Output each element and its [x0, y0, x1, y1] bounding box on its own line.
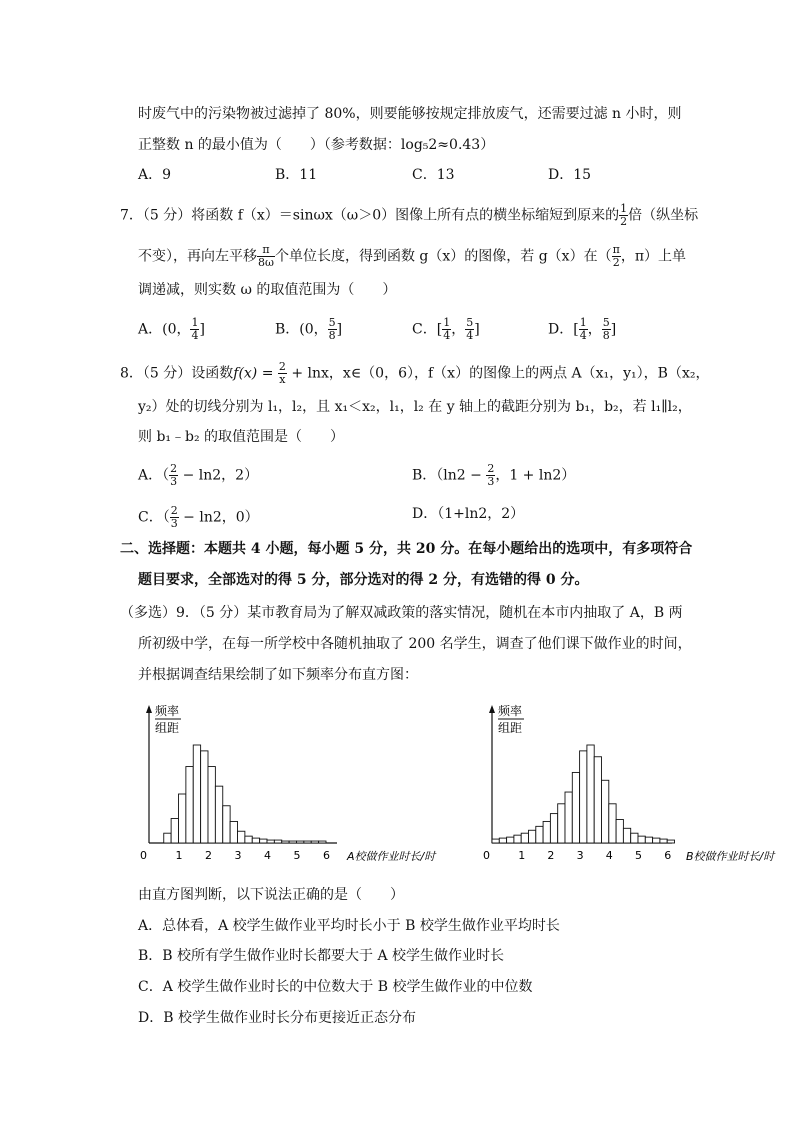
histogram-bar [492, 839, 499, 843]
q9-prompt: 由直方图判断，以下说法正确的是（ ） [138, 887, 404, 903]
q6-option-a[interactable]: A．9 [138, 167, 172, 183]
x-tick-label: 6 [323, 849, 330, 862]
histogram-bar [164, 833, 171, 843]
histogram-bar [594, 757, 601, 843]
histogram-bar [638, 836, 645, 843]
q8-option-c[interactable]: C．（ $\frac{2}{3}$ − ln2，0） [138, 504, 259, 530]
histogram-bar [274, 840, 281, 843]
q8-line1: 8．（5 分）设函数f(x) = $\frac{2}{x}$ + lnx，x∈（0，6），f（x）的图像上的两点 A（x₁，y₁），B（x₂， [120, 360, 710, 386]
histogram-bar [304, 841, 311, 843]
histogram-bar [543, 821, 550, 843]
histogram-bar [193, 745, 200, 843]
histogram-bar [587, 745, 594, 843]
q7-option-d[interactable]: D．[ $\frac{1}{4}$ ， $\frac{5}{8}$ ] [548, 316, 617, 342]
q8-option-d[interactable]: D．（1+ln2，2） [412, 506, 525, 522]
x-tick-label: 5 [635, 849, 642, 862]
q6-option-b[interactable]: B．11 [275, 167, 318, 183]
q6-line1: 时废气中的污染物被过滤掉了 80%，则要能够按规定排放废气，还需要过滤 n 小时，则 [138, 106, 682, 122]
x-tick-label: 1 [518, 849, 526, 862]
q9-line2: 所初级中学，在每一所学校中各随机抽取了 200 名学生，调查了他们课下做作业的时间， [138, 636, 692, 652]
q7-line3: 调递减，则实数 ω 的取值范围为（ ） [138, 282, 397, 298]
histogram-bar [514, 835, 521, 843]
q9-line3: 并根据调查结果绘制了如下频率分布直方图： [138, 667, 418, 683]
histogram-bar [171, 819, 178, 844]
y-label-bottom: 组距 [155, 721, 180, 735]
section2-line1: 二、选择题：本题共 4 小题，每小题 5 分，共 20 分。在每小题给出的选项中，有多项符合 [120, 541, 693, 557]
q6-option-d[interactable]: D．15 [548, 167, 592, 183]
q9-option-b[interactable]: B．B 校所有学生做作业时长都要大于 A 校学生做作业时长 [138, 948, 505, 964]
histogram-bar [623, 828, 630, 843]
x-tick-label: 4 [264, 849, 271, 862]
x-axis-label: A校做作业时长/时 [347, 850, 436, 863]
histogram-bar [667, 840, 674, 843]
histogram-bar [230, 821, 237, 843]
x-axis-label: B校做作业时长/时 [686, 850, 775, 863]
histogram-bar [507, 837, 514, 843]
x-tick-label: 0 [140, 849, 147, 862]
q9-option-d[interactable]: D．B 校学生做作业时长分布更接近正态分布 [138, 1010, 416, 1026]
histogram-bar [186, 767, 193, 843]
fraction: $\frac{1}{2}$ [620, 202, 628, 228]
histogram-bar [631, 833, 638, 843]
histogram-bar [565, 792, 572, 843]
histogram-bar [297, 841, 304, 843]
histogram-bar [653, 838, 660, 843]
y-axis-arrow [146, 705, 152, 713]
histogram-bar [208, 767, 215, 843]
histogram-bar [645, 837, 652, 843]
histogram-bar [558, 804, 565, 843]
histogram-bar [311, 841, 318, 843]
histogram-bar [572, 772, 579, 843]
histogram-school-a [135, 695, 465, 875]
section2-line2: 题目要求，全部选对的得 5 分，部分选对的得 2 分，有选错的得 0 分。 [138, 572, 589, 588]
fraction: $\frac{\pi}{8\omega}$ [258, 243, 274, 269]
histogram-bar [319, 841, 326, 843]
histogram-bar [529, 830, 536, 843]
q8-line3: 则 b₁﹣b₂ 的取值范围是（ ） [138, 429, 345, 445]
histogram-bar [267, 840, 274, 843]
histogram-bar [238, 831, 245, 843]
q8-option-b[interactable]: B．（ln2 − $\frac{2}{3}$ ，1 + ln2） [412, 462, 576, 488]
q8-option-a[interactable]: A．（ $\frac{2}{3}$ − ln2，2） [138, 462, 259, 488]
x-tick-label: 3 [234, 849, 242, 862]
q9-option-c[interactable]: C．A 校学生做作业时长的中位数大于 B 校学生做作业的中位数 [138, 979, 533, 995]
histogram-bar [499, 838, 506, 843]
histogram-bar [282, 841, 289, 843]
histogram-bar [260, 839, 267, 843]
q8-line2: y₂）处的切线分别为 l₁，l₂，且 x₁＜x₂，l₁，l₂ 在 y 轴上的截距分别为 b₁，b₂，若 l₁∥l₂， [138, 399, 692, 415]
q9-line1: （多选）9．（5 分）某市教育局为了解双减政策的落实情况，随机在本市内抽取了 A，B 两 [120, 605, 683, 621]
y-label-bottom: 组距 [498, 721, 523, 735]
histogram-bar [521, 833, 528, 843]
y-label-top: 频率 [498, 704, 523, 718]
x-tick-label: 6 [664, 849, 672, 862]
y-axis-arrow [489, 705, 495, 713]
y-label-top: 频率 [155, 704, 180, 718]
histogram-bar [201, 751, 208, 843]
histogram-bar [609, 804, 616, 843]
histogram-bar [245, 836, 252, 843]
histogram-bar [660, 839, 667, 843]
histogram-bar [616, 819, 623, 843]
histogram-bar [536, 826, 543, 843]
q9-option-a[interactable]: A．总体看，A 校学生做作业平均时长小于 B 校学生做作业平均时长 [138, 918, 560, 934]
x-tick-label: 0 [483, 849, 490, 862]
histogram-school-b [480, 695, 794, 875]
histogram-bar [550, 814, 557, 843]
q7-option-a[interactable]: A．(0， $\frac{1}{4}$ ] [138, 316, 205, 342]
histogram-bar [289, 841, 296, 843]
histogram-bar [602, 780, 609, 843]
q7-line2: 不变），再向左平移 $\frac{\pi}{8\omega}$ 个单位长度，得到函数 g（x）的图像，若 g（x）在（ $\frac{\pi}{2}$ ，π）上单 [138, 243, 687, 269]
x-tick-label: 1 [175, 849, 183, 862]
q7-option-b[interactable]: B．(0， $\frac{5}{8}$ ] [275, 316, 343, 342]
q6-line2: 正整数 n 的最小值为（ ）（参考数据：log₅2≈0.43） [138, 137, 495, 153]
fraction: $\frac{\pi}{2}$ [612, 243, 620, 269]
histogram-bar [223, 806, 230, 843]
q7-line1: 7．（5 分）将函数 f（x）＝sinωx（ω＞0）图像上所有点的横坐标缩短到原来的 $\frac{1}{2}$ 倍（纵坐标 [120, 202, 699, 228]
x-tick-label: 5 [293, 849, 301, 862]
q7-option-c[interactable]: C．[ $\frac{1}{4}$ ， $\frac{5}{4}$ ] [412, 316, 480, 342]
histogram-bar [252, 838, 259, 843]
x-tick-label: 2 [205, 849, 212, 862]
x-tick-label: 3 [576, 849, 584, 862]
x-tick-label: 2 [547, 849, 555, 862]
histogram-bar [215, 786, 222, 843]
q6-option-c[interactable]: C．13 [412, 167, 455, 183]
x-tick-label: 4 [605, 849, 613, 862]
histogram-bar [179, 794, 186, 843]
histogram-bar [580, 751, 587, 843]
